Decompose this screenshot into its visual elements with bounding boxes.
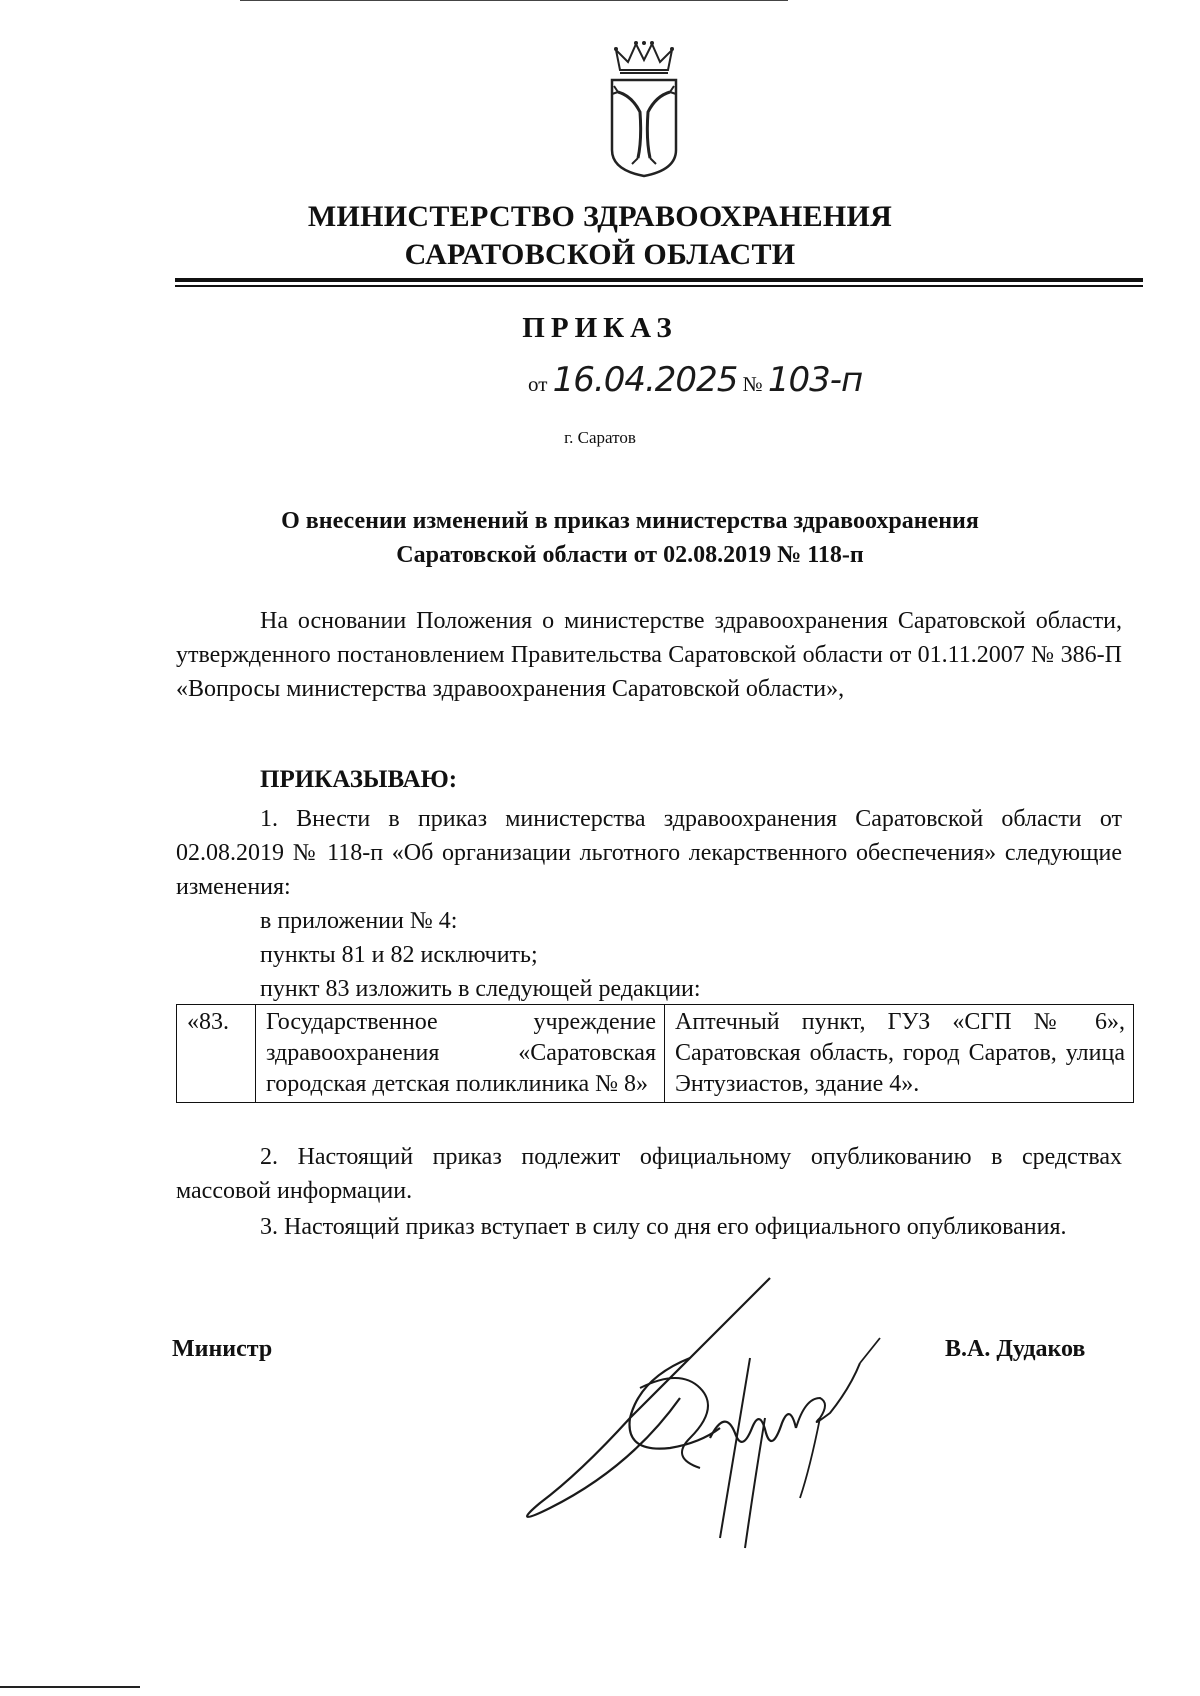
ministry-title-line2: САРАТОВСКОЙ ОБЛАСТИ [404,238,796,271]
table-row [177,1005,1134,1103]
document-type: ПРИКАЗ [522,312,678,344]
document-subject [180,504,1080,572]
item1-edit-line: пункт 83 изложить в следующей редакции: [260,976,701,1002]
handwritten-number: 103-п [767,360,863,400]
table-cell-address: Аптечный пункт, ГУЗ «СГП № 6», Саратовская область, город Саратов, улица Энтузиастов, здание 4». [665,1005,1134,1103]
handwritten-date: 16.04.2025 [552,360,738,400]
saratov-coat-of-arms-icon [598,40,690,178]
subject-line2: Саратовской области от 02.08.2019 № 118-п [396,542,864,568]
signatory-title: Министр [172,1336,273,1362]
date-number-line [528,360,862,410]
amendment-table [176,1004,1134,1103]
preamble-paragraph: На основании Положения о министерстве здравоохранения Саратовской области, утвержденного постановлением Правительства Саратовской области от 01.11.2007 № 386-П «Вопросы министерства здравоохранения Саратовской области», [176,608,1122,702]
date-prefix: от [528,372,548,396]
handwritten-signature-icon [520,1268,940,1568]
item1-exclude-line: пункты 81 и 82 исключить; [260,942,538,968]
item1-appendix-line: в приложении № 4: [260,908,458,934]
scan-bottom-edge-line [0,1686,140,1688]
scan-top-edge-line [240,0,788,1]
table-cell-institution: Государственное учреждение здравоохранения «Саратовская городская детская поликлиника № 8» [256,1005,665,1103]
order-heading: ПРИКАЗЫВАЮ: [260,766,458,793]
table-cell-number: «83. [177,1005,256,1103]
ministry-title [0,198,1200,274]
header-divider-thin [175,285,1143,287]
number-prefix: № [742,372,763,396]
ministry-title-line1: МИНИСТЕРСТВО ЗДРАВООХРАНЕНИЯ [307,200,893,233]
signatory-name: В.А. Дудаков [945,1336,1086,1362]
header-divider-thick [175,278,1143,282]
item1-paragraph: 1. Внести в приказ министерства здравоохранения Саратовской области от 02.08.2019 № 118-п «Об организации льготного лекарственного обеспечения» следующие изменения: [176,806,1122,900]
item3-paragraph: 3. Настоящий приказ вступает в силу со дня его официального опубликования. [260,1214,1067,1240]
city: г. Саратов [564,428,636,447]
item2-paragraph: 2. Настоящий приказ подлежит официальному опубликованию в средствах массовой информации. [176,1144,1122,1204]
subject-line1: О внесении изменений в приказ министерства здравоохранения [281,508,979,534]
